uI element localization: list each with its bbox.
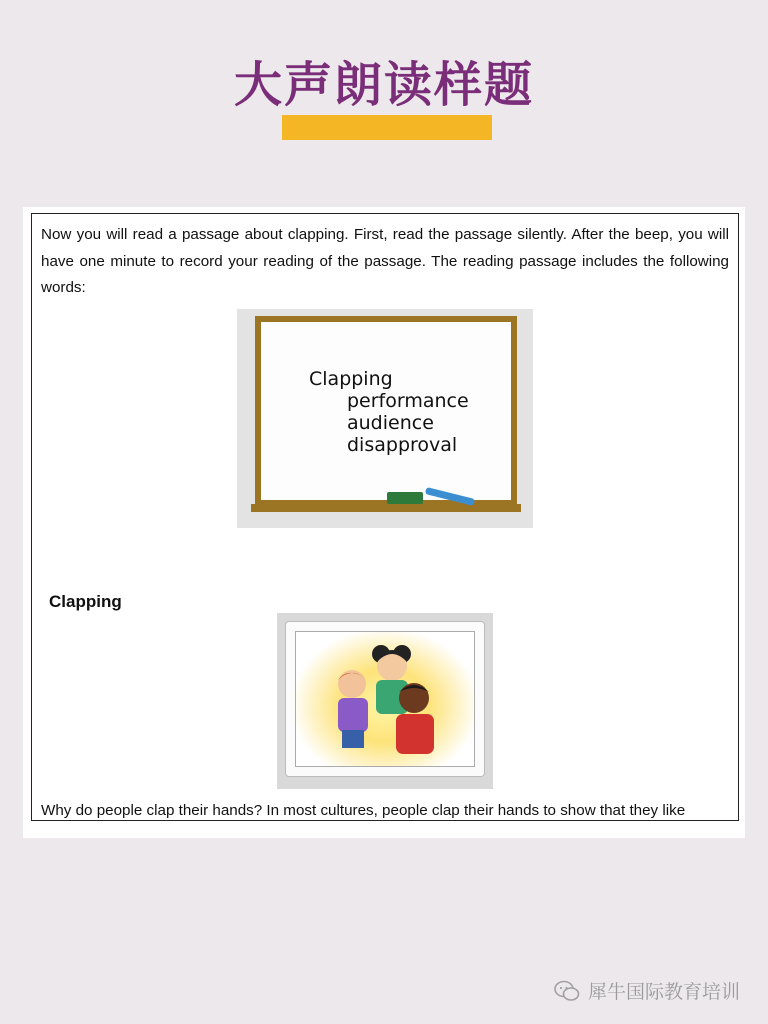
document-card (23, 207, 745, 838)
page-title: 大声朗读样题 (233, 57, 534, 113)
board-word: Clapping (309, 368, 393, 390)
children-illustration (296, 632, 474, 766)
board-word: performance (347, 390, 469, 412)
eraser-icon (387, 492, 423, 504)
children-clapping-image (277, 613, 493, 789)
document-frame (31, 213, 739, 821)
whiteboard (255, 316, 517, 506)
board-word: audience (347, 412, 434, 434)
watermark (554, 977, 740, 1004)
board-word-list (309, 368, 469, 456)
watermark-text: 犀牛国际教育培训 (588, 981, 741, 1003)
illustration-area (295, 631, 475, 767)
title-underline-bar (282, 115, 492, 140)
closing-sentence: Why do people clap their hands? In most cultures, people clap their hands to show that they like (41, 802, 686, 819)
passage-heading: Clapping (49, 592, 122, 611)
intro-paragraph: Now you will read a passage about clapping. First, read the passage silently. After the beep, you will have one minute to record your reading of the passage. The reading passage includes the following words: (41, 226, 729, 296)
wechat-icon (554, 980, 580, 1002)
board-word: disapproval (347, 434, 458, 456)
whiteboard-image (237, 309, 533, 528)
image-frame (285, 621, 485, 777)
board-ledge (251, 504, 521, 512)
